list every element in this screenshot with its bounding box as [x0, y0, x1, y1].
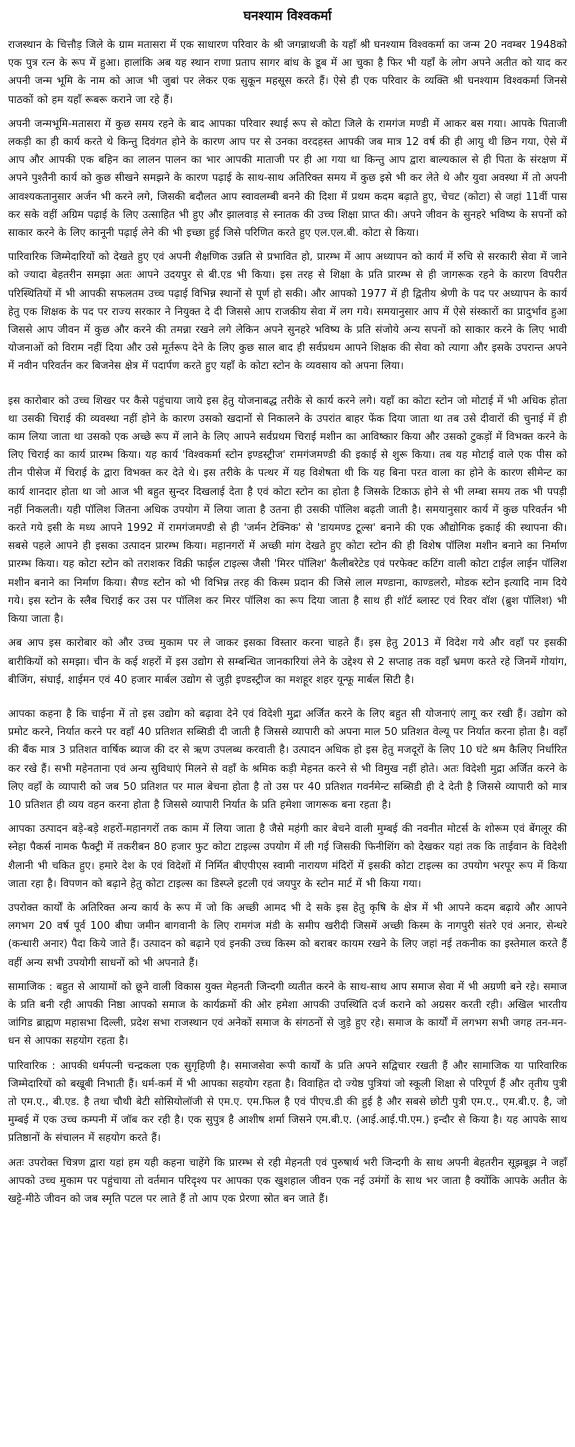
paragraph-expansion: अब आप इस कारोबार को और उच्च मुकाम पर ले जाकर इसका विस्तार करना चाहते हैं। इस हेतु 2013 में विदेश गये और वहाँ पर इसकी बारीकियों को समझा। चीन के कई शहरों में इस उद्योग से सम्बन्धित जानकारियां लेने के उद्देश्य से 2 सप्ताह तक वहाँ भ्रमण करते रहे जिनमें गोयांग, बीजिंग, संघाई, शाईमन एवं 40 हजार मार्बल उद्योग से जुड़ी इण्डस्ट्रीज का मशहूर शहर यून्फू मार्बल सिटी है। — [8, 637, 567, 686]
paragraph-stone-business: इस कारोबार को उच्च शिखर पर कैसे पहुंचाया जाये इस हेतु योजनाबद्ध तरीके से कार्य करने लगे। यहाँ का कोटा स्टोन जो मोटाई में भी अधिक होता था उसकी चिराई की व्यवस्था नहीं होने के कारण उसको खदानों से निकालने के उपरांत बाहर फेंक दिया जाता था तब उसे दीवारों की चुनाई में ही काम लिया जाता था उसको एक अच्छे रूप में लाने के लिए आपने सर्वप्रथम चिराई मशीन का आविष्कार किया और उसको टुकड़ों में विभक्त करने के लिए चिराई का कार्य प्रारम्भ किया। यह कार्य 'विश्वकर्मा स्टोन इण्डस्ट्रीज' रामगंजमण्डी की इकाई से शुरू किया। तब यह मोटाई वाले एक पीस को तीन पीसेज में चिराई के द्वारा विभक्त कर देते थे। इस तरीके के पत्थर में यह विशेषता थी कि यह बिना परत वाला का होने के कारण सीमेन्ट का कार्य शानदार होता था जो आज भी बहुत सुन्दर दिखलाई देता है एवं कोटा स्टोन का होता है जिसके टिकाऊ होने से भी लम्बा समय तक भी पपड़ी नहीं निकलती। यही पॉलिश जितना अधिक उपयोग में लिया जाता है उतना ही उसकी पॉलिश बढ़ती जाती है। समयानुसार कार्य में कुछ परिवर्तन भी करते गये इसी के मध्य आपने 1992 में रामगंजमण्डी से ही 'जर्मन टेक्निक' से 'डायमण्ड टूल्स' बनाने की एक औद्योगिक इकाई की स्थापना की। सबसे पहले आपने ही इसका उत्पादन प्रारम्भ किया। महानगरों में अच्छी मांग देखते हुए कोटा स्टोन की ही विशेष पॉलिश मशीन बनाने का निर्माण प्रारम्भ किया। यह कोटा स्टोन को तराशकर विक्री फाईल टाइल्स जैसी 'मिरर पॉलिश' कैलीबरेटेड एवं परफेक्ट कटिंग वाली कोटा टाईल लाईन पॉलिश मशीन बनाने का निर्माण किया। सैण्ड स्टोन को भी विभिन्न तरह की किस्म प्रदान की जिसे लाल मण्डाना, काण्डलरो, मोडक स्टोन इत्यादि नाम दिये गये। इस स्टोन के स्लैब चिराई कर उस पर पॉलिश कर मिरर पॉलिश का रूप दिया जाता है साथ ही शॉर्ट ब्लास्ट एवं रिवर वॉश (ब्रुश पॉलिश) भी किया जाता है। — [8, 394, 567, 626]
paragraph-birth: राजस्थान के चित्तौड़ जिले के ग्राम मतासरा में एक साधारण परिवार के श्री जगन्नाथजी के यहाँ श्री घनश्याम विश्वकर्मा का जन्म 20 नवम्बर 1948को एक पुत्र रत्न के रूप में हुआ। हालांकि अब यह स्थान राणा प्रताप सागर बांध के डूब में आ चुका है फिर भी यहाँ के लोग अपने अतीत को याद कर अपनी जन्म भूमि के नाम को आज भी जुबां पर लेकर एक सुकून महसूस करते हैं। ऐसे ही एक परिवार के व्यक्ति श्री घनश्याम विश्वकर्मा जिनसे पाठकों को हम यहाँ रूबरू कराने जा रहे हैं। — [8, 39, 567, 106]
paragraph-career-start: पारिवारिक जिम्मेदारियों को देखते हुए एवं अपनी शैक्षणिक उन्नति से प्रभावित हो, प्रारम्भ में आप अध्यापन को कार्य में रुचि से सरकारी सेवा में जाने को ज्यादा बेहतरीन समझा अतः आपने उदयपुर से बी.एड भी किया। इस तरह से शिक्षा के प्रति प्रारम्भ से ही जागरूक रहने के कारण विपरीत परिस्थितियों में भी आपकी सफलतम उच्च पढ़ाई विभिन्न स्थानों से पूर्ण हो सकी। और आपको 1977 में ही द्वितीय श्रेणी के पद पर अध्यापन के कार्य हेतु एक शिक्षक के पद पर राज्य सरकार ने नियुक्त दे दी जिससे आप राजकीय सेवा में लग गये। समयानुसार आप में ऐसे संस्कारों का प्रादुर्भाव हुआ जिससे आप जीवन में कुछ और करने की तमन्ना रखने लगे लेकिन अपने सुनहरे भविष्य के प्रति संजोये अन्य सपनों को साकार करने के लिए भावी योजनाओं को विराम नहीं दिया और उसे मूर्तरूप देने के लिए कुछ साल बाद ही सर्वप्रथम आपने शिक्षक की सेवा को त्यागा और इसके उपरान्त अपने में नवीन परिवर्तन कर बिजनेस क्षेत्र में पदार्पण करते हुए यहाँ के कोटा स्टोन के व्यवसाय को अपना लिया। — [8, 251, 567, 373]
page-title: घनश्याम विश्वकर्मा — [243, 9, 332, 24]
paragraph-conclusion: अतः उपरोक्त चित्रण द्वारा यहां हम यही कहना चाहेंगे कि प्रारम्भ से रही मेहनती एवं पुरुषार्थ भरी जिन्दगी के साथ अपनी बेहतरीन सूझबूझ ने जहाँ आपको उच्च मुकाम पर पहुंचाया तो वर्तमान परिदृश्य पर आपका एक खुशहाल जीवन एक नई उमंगों के साथ भर जाता है क्योंकि आपके अतीत के खट्टे-मीठे जीवन को जब स्मृति पटल पर लाते हैं तो आप एक प्रेरणा स्रोत बन जाते हैं। — [8, 1156, 567, 1205]
paragraph-family: पारिवारिक : आपकी धर्मपत्नी चन्द्रकला एक सुगृहिणी है। समाजसेवा रूपी कार्यों के प्रति अपने सद्विचार रखती हैं और सामाजिक या पारिवारिक जिम्मेदारियों को बखूबी निभाती हैं। धर्म-कर्म में भी आपका सहयोग रहता है। विवाहित दो ज्येष्ठ पुत्रियां जो स्कूली शिक्षा से परिपूर्ण हैं और तृतीय पुत्री तो एम.ए., बी.एड. है तथा चौथी बेटी सोसियोलॉजी से एम.ए. एम.फिल है एवं पीएच.डी की हुई है और सबसे छोटी पुत्री एम.ए., एम.बी.ए. है, जो मुम्बई में एक उच्च कम्पनी में जॉब कर रही है। एक सुपुत्र है आशीष शर्मा जिसने एम.बी.ए. (आई.आई.पी.एम.) इन्दौर से किया है। यह आपके साथ प्रतिष्ठानों के संचालन में सहयोग करते हैं। — [8, 1059, 567, 1145]
paragraph-social: सामाजिक : बहुत से आयामों को छूने वाली विकास युक्त मेहनती जिन्दगी व्यतीत करने के साथ-साथ आप समाज सेवा में भी अग्रणी बने रहे। समाज के प्रति बनी रही आपकी निष्ठा आपको समाज के कार्यक्रमों की ओर हमेशा आपकी उपस्थिति दर्ज कराने को अग्रसर करती रही। अखिल भारतीय जांगिड ब्राह्मण महासभा दिल्ली, प्रदेश सभा राजस्थान एवं अनेकों समाज के संगठनों से जुड़े हुए रहे। समाज के कार्यों में लगभग सभी जगह तन-मन-धन से आपका सहयोग रहता है। — [8, 980, 567, 1048]
paragraph-china-policy: आपका कहना है कि चाईना में तो इस उद्योग को बढ़ावा देने एवं विदेशी मुद्रा अर्जित करने के लिए बहुत सी योजनाएं लागू कर रखी हैं। उद्योग को प्रमोट करने, निर्यात करने पर वहाँ 40 प्रतिशत सब्सिडी दी जाती है जिससे व्यापारी को अपना माल 50 प्रतिशत वेल्यू पर निर्यात करना होता है। वहाँ की बैंक मात्र 3 प्रतिशत वार्षिक ब्याज की दर से ऋण उपलब्ध करवाती है। उत्पादन अधिक हो इस हेतु मजदूरों के लिए 10 घंटे श्रम कैलिए निर्धारित कर रखे हैं। सभी महेनताना एवं अन्य सुविधाएं मिलने से वहाँ के श्रमिक कड़ी मेहनत करने से भी विमुख नहीं होते। अतः विदेशी मुद्रा अर्जित करने के लिए वहाँ के व्यापारी को जब 50 प्रतिशत पर माल बेचना होता है तो उस पर 40 प्रतिशत गवर्नमेन्ट सब्सिडी ही दे देती है जिससे व्यापारी को मात्र 10 प्रतिशत ही व्यय वहन करना होता है जिससे व्यापारी निर्यात के प्रति हमेशा जागरूक बना रहता है। — [8, 707, 567, 811]
paragraph-early-life: अपनी जन्मभूमि-मतासरा में कुछ समय रहने के बाद आपका परिवार स्थाई रूप से कोटा जिले के रामगंज मण्डी में आकर बस गया। आपके पिताजी लकड़ी का ही कार्य करते थे किन्तु दिवंगत होने के कारण आप पर से उनका वरदहस्त आपकी जब मात्र 12 वर्ष की ही आयु थी छिन गया, ऐसे में आप और आपकी एक बहिन का लालन पालन का भार आपकी माताजी पर ही आ गया था किन्तु आप द्वारा बाल्यकाल से ही पिता के संरक्षण में अपने पुश्तैनी कार्य को कुछ सीखने समझने के कारण पढ़ाई के साथ-साथ अतिरिक्त समय में कुछ इसे भी कर लेते थे और युवा अवस्था में तो अपनी आवश्यकतानुसार अर्जन भी करने लगे, जिसकी बदौलत आप स्वावलम्बी बनने की दिशा में प्रथम कदम बढ़ाते हुए, चेचट (कोटा) से जहां 11वीं पास कर सके वहीं अग्रिम पढ़ाई के लिए उत्साहित भी हुए और झालवाड़ से स्नातक की उच्च शिक्षा प्राप्त की। अपने जीवन के सुनहरे भविष्य के सपनों को साकार करने के लिए कानूनी पढ़ाई लेने की भी इच्छा हुई जिसे परिणित करते हुए एल.एल.बी. कोटा से किया। — [8, 117, 567, 240]
paragraph-agriculture: उपरोक्त कार्यों के अतिरिक्त अन्य कार्य के रूप में जो कि अच्छी आमद भी दे सके इस हेतु कृषि के क्षेत्र में भी आपने कदम बढ़ाये और आपने लगभग 20 वर्ष पूर्व 100 बीघा जमीन बागवानी के लिए रामगंज मंडी के समीप खरीदी जिसमें अच्छी किस्म के नागपुरी संतरे एवं अनार, सेन्धरे (कन्धारी अनार) पैदा किये जाते हैं। उत्पादन को बढ़ाने एवं इनकी उच्च किस्म को बराबर कायम रखने के लिए जहां नई तकनीक का इस्तेमाल करते हैं वहीं अन्य सभी उपयोगी साधनों को भी अपनाते हैं। — [8, 901, 567, 969]
paragraph-products-usage: आपका उत्पादन बड़े-बड़े शहरों-महानगरों तक काम में लिया जाता है जैसे महंगी कार बेचने वाली मुम्बई की नवनीत मोटर्स के शोरूम एवं बेंगलूर की स्नेहा पैकर्स नामक फैक्ट्री में तकरीबन 80 हजार फुट कोटा टाइल्स उपयोग में ली गई जिसकी फिनीशिंग को देखकर यहां तक कि ताईवान के विदेशी शैलानी भी चकित हुए। हमारे देश के एवं विदेशों में निर्मित बीएपीएस स्वामी नारायण मंदिरों में इसकी कोटा टाइल्स का उपयोग भरपूर रूप में किया जाता रहा है। विपणन को बढ़ाने हेतु कोटा टाइल्स का डिस्प्ले इटली एवं जयपुर के स्टोन मार्ट में भी किया गया। — [8, 823, 567, 890]
